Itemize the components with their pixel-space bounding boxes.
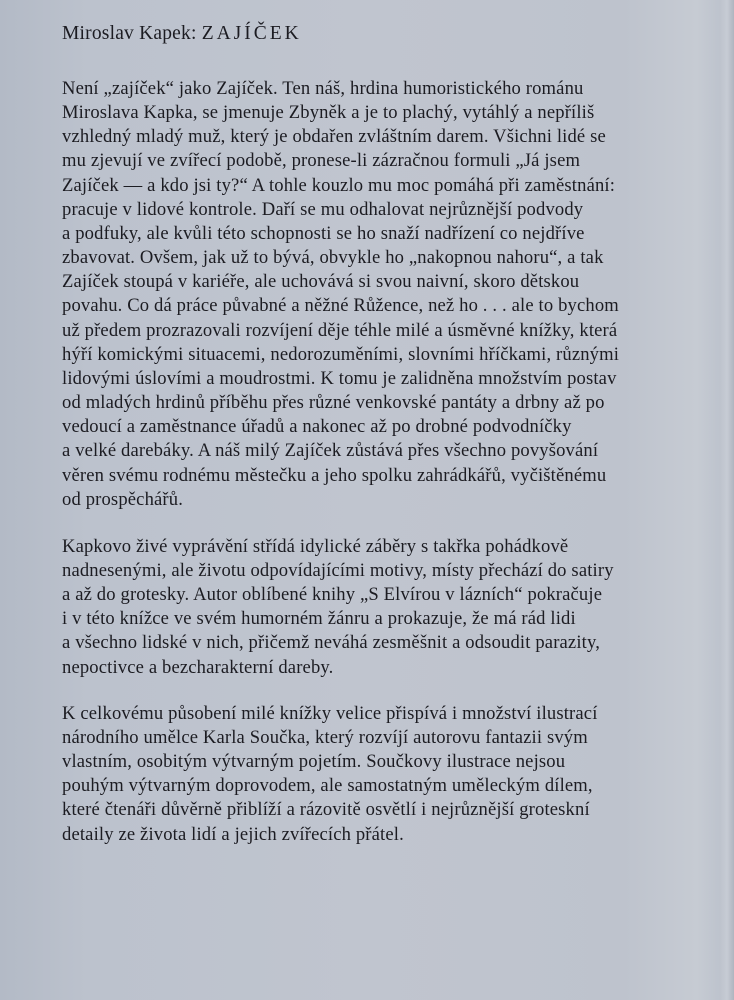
book-title: ZAJÍČEK [201, 23, 302, 44]
text-line: detaily ze života lidí a jejich zvířecích přátel. [62, 823, 404, 845]
author-name: Miroslav Kapek: [62, 23, 197, 44]
text-line: mu zjevují ve zvířecí podobě, pronese-li zázračnou formuli „Já jsem [62, 150, 581, 172]
text-line: a všechno lidské v nich, přičemž neváhá zesměšnit a odsoudit parazity, [62, 632, 601, 654]
page-edge-crease [720, 0, 734, 1000]
text-line: nepoctivce a bezcharakterní dareby. [62, 656, 334, 678]
text-line: národního umělce Karla Součka, který rozvíjí autorovu fantazii svým [62, 726, 588, 748]
text-line: lidovými úslovími a moudrostmi. K tomu je zalidněna množstvím postav [62, 367, 617, 389]
text-line: K celkovému působení milé knížky velice přispívá i množství ilustrací [62, 702, 598, 724]
paragraph-illustrations [62, 702, 702, 847]
text-line: vedoucí a zaměstnance úřadů a nakonec až po drobné podvodníčky [62, 416, 572, 438]
text-line: a až do grotesky. Autor oblíbené knihy „S Elvírou v lázních“ pokračuje [62, 584, 603, 606]
text-line: od prospěchářů. [62, 488, 184, 510]
text-line: věren svému rodnému městečku a jeho spolku zahrádkářů, vyčištěnému [62, 464, 607, 486]
text-line: Zajíček stoupá v kariéře, ale uchovává si svou naivní, skoro dětskou [62, 271, 580, 293]
text-line: a podfuky, ale kvůli této schopnosti se ho snaží nadřízení co nejdříve [62, 222, 585, 244]
paragraph-style-description [62, 535, 702, 680]
text-line: které čtenáři důvěrně přiblíží a rázovitě osvětlí i nejrůznější groteskní [62, 799, 590, 821]
text-line: vzhledný mladý muž, který je obdařen zvláštním darem. Všichni lidé se [62, 126, 606, 148]
text-line: od mladých hrdinů příběhu přes různé venkovské pantáty a drbny až po [62, 392, 605, 414]
text-line: zbavovat. Ovšem, jak už to bývá, obvykle ho „nakopnou nahoru“, a tak [62, 247, 604, 269]
text-line: hýří komickými situacemi, nedorozuměními, slovními hříčkami, různými [62, 343, 620, 365]
text-line: pracuje v lidové kontrole. Daří se mu odhalovat nejrůznější podvody [62, 198, 584, 220]
text-line: vlastním, osobitým výtvarným pojetím. Součkovy ilustrace nejsou [62, 751, 566, 773]
text-line: i v této knížce ve svém humorném žánru a prokazuje, že má rád lidi [62, 608, 576, 630]
book-blurb-page [62, 22, 702, 847]
page-title [62, 22, 702, 46]
text-line: Kapkovo živé vyprávění střídá idylické záběry s takřka pohádkově [62, 535, 569, 557]
text-line: Není „zajíček“ jako Zajíček. Ten náš, hrdina humoristického románu [62, 78, 584, 99]
text-line: nadnesenými, ale životu odpovídajícími motivy, místy přechází do satiry [62, 559, 614, 581]
paragraph-plot-summary [62, 77, 702, 512]
text-line: už předem prozrazovali rozvíjení děje téhle milé a úsměvné knížky, která [62, 319, 618, 341]
text-line: pouhým výtvarným doprovodem, ale samostatným uměleckým dílem, [62, 775, 593, 797]
text-line: Zajíček — a kdo jsi ty?“ A tohle kouzlo mu moc pomáhá při zaměstnání: [62, 174, 616, 196]
text-line: a velké darebáky. A náš milý Zajíček zůstává přes všechno povyšování [62, 440, 599, 462]
text-line: povahu. Co dá práce půvabné a něžné Růžence, než ho . . . ale to bychom [62, 295, 619, 317]
text-line: Miroslava Kapka, se jmenuje Zbyněk a je to plachý, vytáhlý a nepříliš [62, 102, 595, 124]
